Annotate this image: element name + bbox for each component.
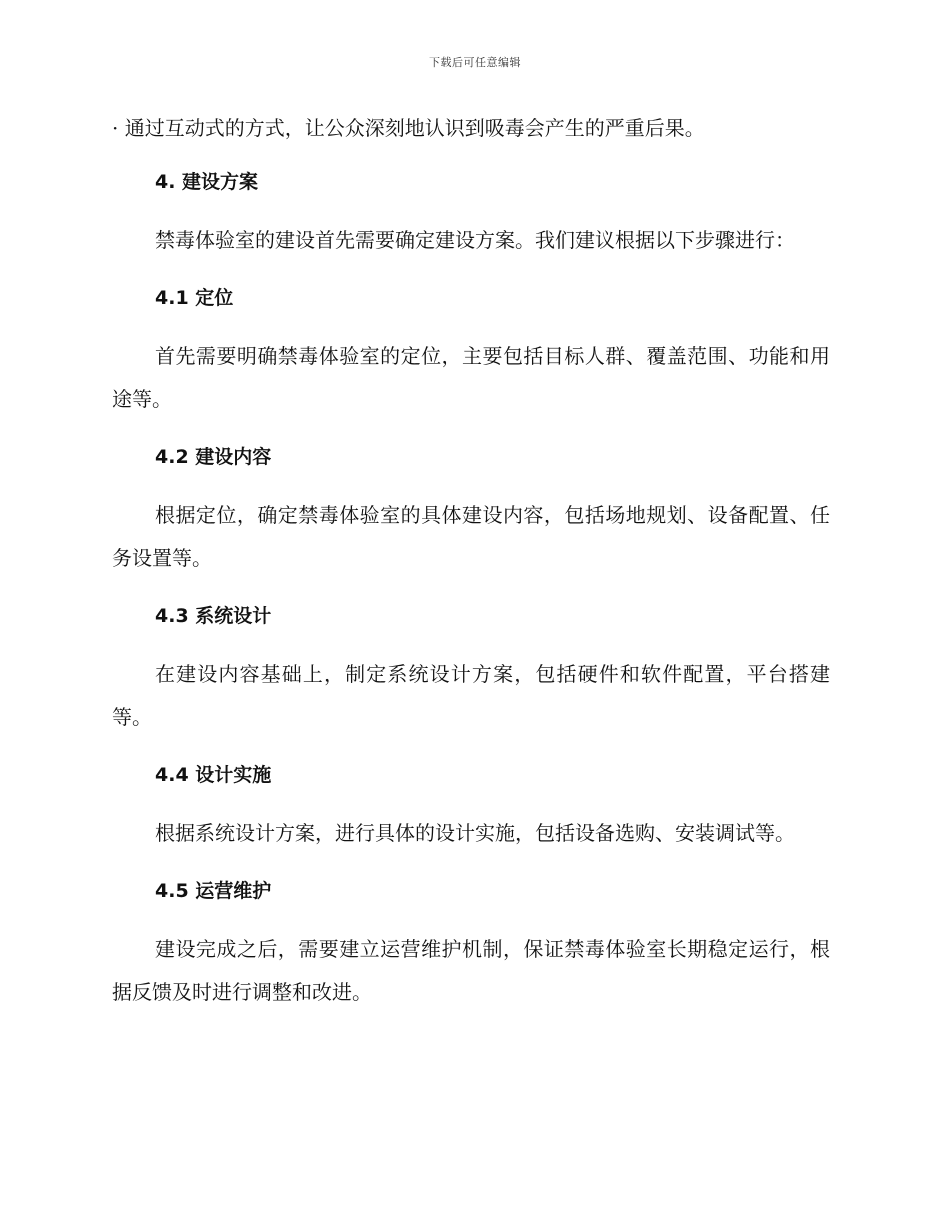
subsection-heading-4-5: 4.5 运营维护 <box>155 880 272 902</box>
section-heading-4: 4. 建设方案 <box>155 171 259 193</box>
subsection-paragraph-4-4: 根据系统设计方案，进行具体的设计实施，包括设备选购、安装调试等。 <box>155 821 795 845</box>
subsection-block-4-2 <box>112 494 830 580</box>
subsection-block-4-3 <box>112 653 830 739</box>
subsection-heading-4-3: 4.3 系统设计 <box>155 605 272 627</box>
subsection-heading-4-2: 4.2 建设内容 <box>155 446 272 468</box>
section-intro-block <box>112 219 830 262</box>
subsection-heading-4-4: 4.4 设计实施 <box>155 764 272 786</box>
subsection-block-4-1 <box>112 335 830 421</box>
subsection-heading-4-1: 4.1 定位 <box>155 287 234 309</box>
subsection-block-4-5 <box>112 928 830 1014</box>
header-note: 下载后可任意编辑 <box>429 56 521 69</box>
subsection-paragraph-4-2: 根据定位，确定禁毒体验室的具体建设内容，包括场地规划、设备配置、任务设置等。 <box>112 503 830 570</box>
subsection-block-4-4 <box>112 812 830 855</box>
bullet-item: · 通过互动式的方式，让公众深刻地认识到吸毒会产生的严重后果。 <box>112 116 705 140</box>
subsection-paragraph-4-5: 建设完成之后，需要建立运营维护机制，保证禁毒体验室长期稳定运行，根据反馈及时进行调整和改进。 <box>112 937 830 1004</box>
document-body <box>112 112 830 1034</box>
subsection-paragraph-4-1: 首先需要明确禁毒体验室的定位，主要包括目标人群、覆盖范围、功能和用途等。 <box>112 344 830 411</box>
subsection-paragraph-4-3: 在建设内容基础上，制定系统设计方案，包括硬件和软件配置，平台搭建等。 <box>112 662 830 729</box>
section-intro-paragraph: 禁毒体验室的建设首先需要确定建设方案。我们建议根据以下步骤进行： <box>155 228 795 252</box>
